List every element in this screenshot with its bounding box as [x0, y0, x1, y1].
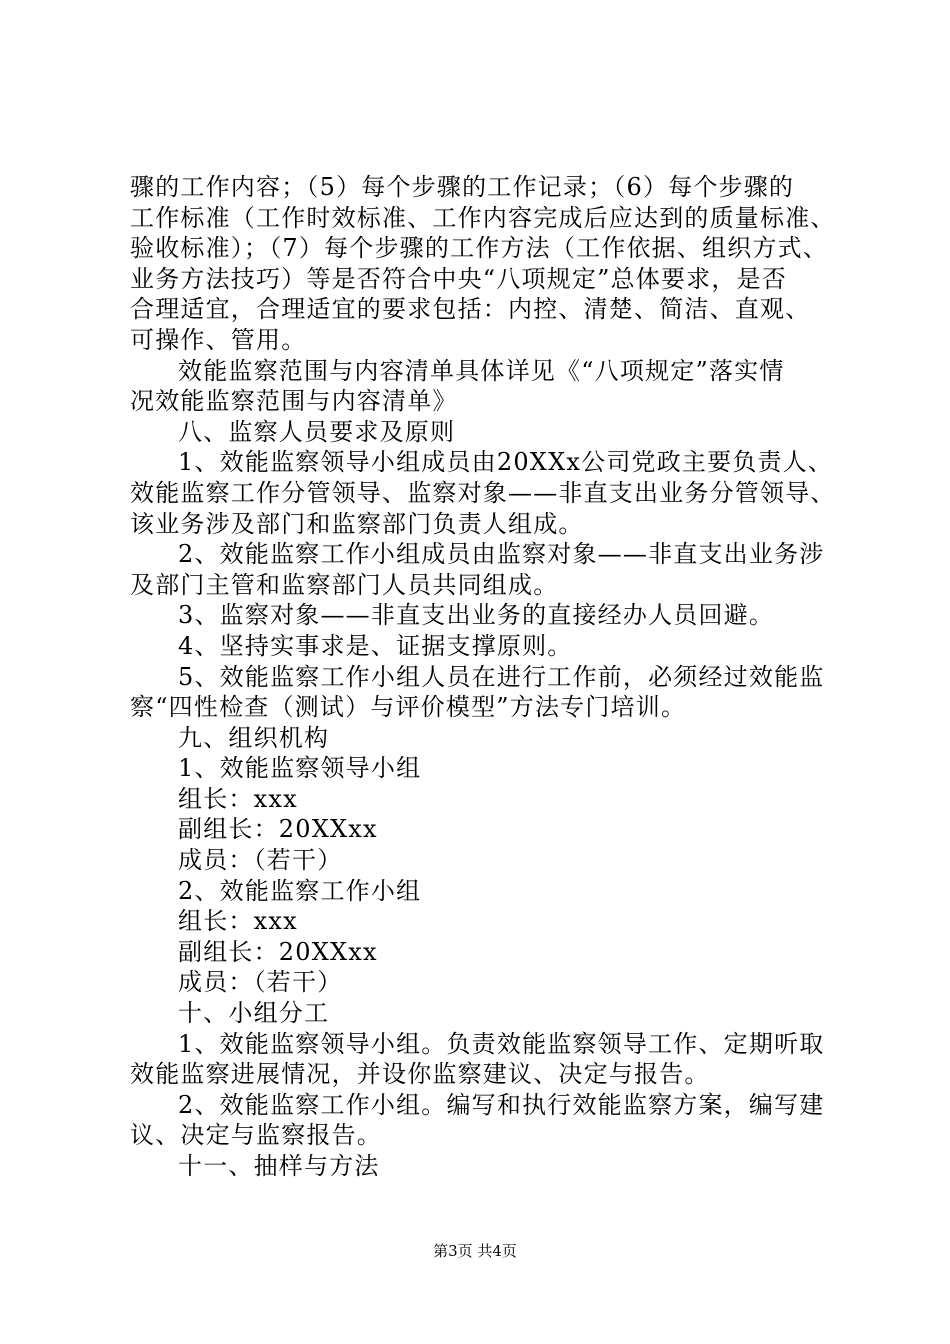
text-line: 2、效能监察工作小组。编写和执行效能监察方案，编写建 — [178, 1090, 825, 1119]
text-line: 合理适宜，合理适宜的要求包括：内控、清楚、简洁、直观、 — [130, 295, 811, 324]
text-line: 可操作、管用。 — [130, 325, 307, 354]
text-line: 副组长：20XXxx — [178, 937, 378, 966]
text-line: 4、坚持实事求是、证据支撑原则。 — [178, 631, 573, 660]
section-heading: 九、组织机构 — [178, 723, 330, 752]
page-footer: 第3页 共4页 — [433, 1242, 517, 1260]
text-line: 该业务涉及部门和监察部门负责人组成。 — [130, 509, 584, 538]
text-line: 2、效能监察工作小组成员由监察对象——非直支出业务涉 — [178, 540, 825, 569]
text-line: 1、效能监察领导小组成员由20XXx公司党政主要负责人、 — [178, 448, 834, 477]
text-line: 成员：（若干） — [178, 846, 343, 875]
text-line: 察“四性检查（测试）与评价模型”方法专门培训。 — [130, 693, 687, 722]
text-line: 3、监察对象——非直支出业务的直接经办人员回避。 — [178, 601, 775, 630]
text-line: 副组长：20XXxx — [178, 815, 378, 844]
text-line: 5、效能监察工作小组人员在进行工作前，必须经过效能监 — [178, 662, 825, 691]
text-line: 骤的工作内容；（5）每个步骤的工作记录；（6）每个步骤的 — [130, 173, 795, 201]
section-heading: 十一、抽样与方法 — [178, 1152, 380, 1180]
text-line: 工作标准（工作时效标准、工作内容完成后应达到的质量标准、 — [130, 203, 836, 232]
text-line: 2、效能监察工作小组 — [178, 876, 422, 905]
text-line: 效能监察工作分管领导、监察对象——非直支出业务分管领导、 — [130, 478, 836, 507]
text-line: 验收标准）；（7）每个步骤的工作方法（工作依据、组织方式、 — [130, 234, 829, 263]
section-heading: 十、小组分工 — [178, 999, 330, 1028]
text-line: 及部门主管和监察部门人员共同组成。 — [130, 570, 559, 599]
text-line: 效能监察进展情况，并设你监察建议、决定与报告。 — [130, 1060, 710, 1089]
text-line: 1、效能监察领导小组 — [178, 754, 422, 783]
section-heading: 八、监察人员要求及原则 — [178, 417, 456, 446]
document-body — [130, 172, 836, 1182]
text-line: 业务方法技巧）等是否符合中央“八项规定”总体要求，是否 — [130, 264, 787, 293]
text-line: 成员：（若干） — [178, 968, 343, 997]
text-line: 效能监察范围与内容清单具体详见《“八项规定”落实情 — [178, 356, 785, 385]
text-line: 组长：xxx — [178, 907, 298, 936]
text-line: 议、决定与监察报告。 — [130, 1121, 382, 1150]
text-line: 况效能监察范围与内容清单》 — [130, 387, 458, 416]
text-line: 1、效能监察领导小组。负责效能监察领导工作、定期听取 — [178, 1029, 825, 1058]
text-line: 组长：xxx — [178, 784, 298, 813]
